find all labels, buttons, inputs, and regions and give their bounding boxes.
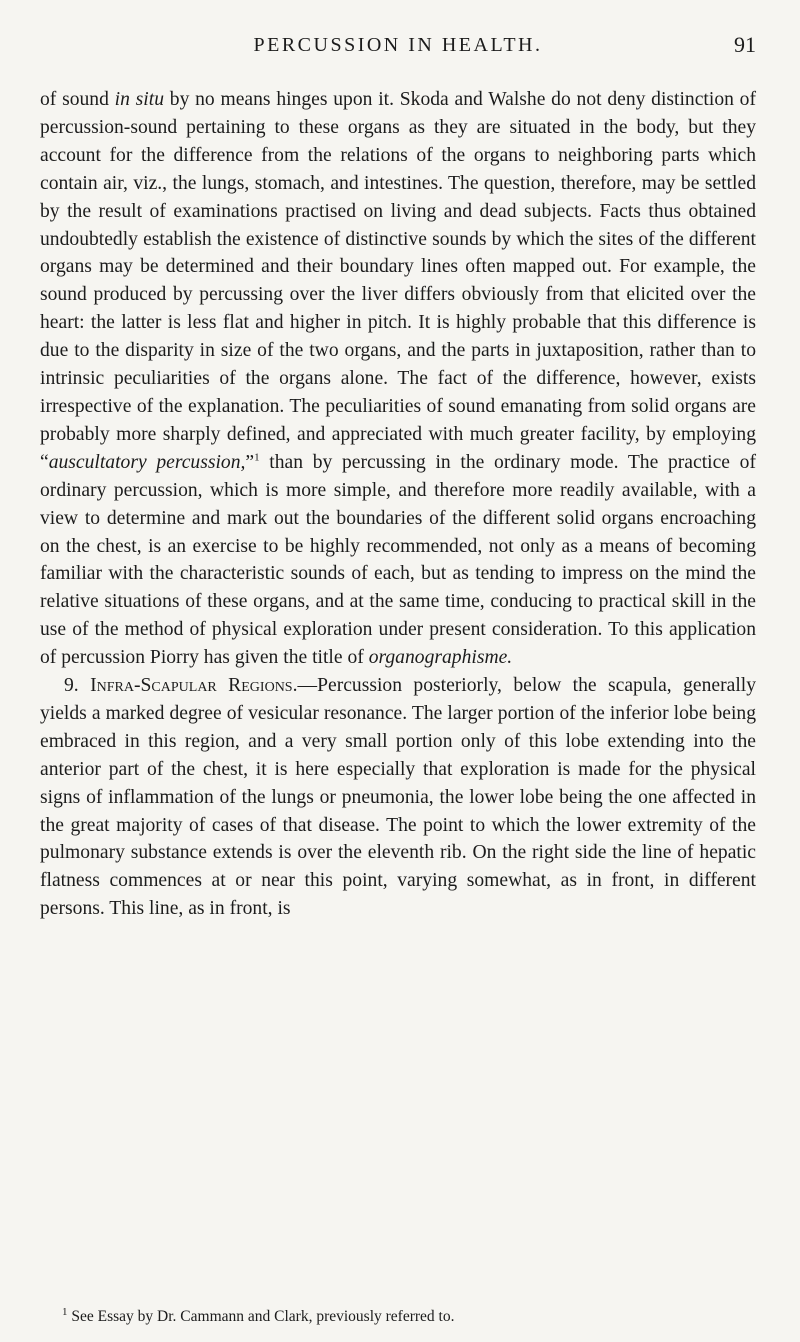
text-run: of sound xyxy=(40,89,115,110)
section-number: 9. xyxy=(64,675,91,697)
body-text xyxy=(40,86,756,923)
footnote xyxy=(62,1305,756,1326)
italic-term: organographisme. xyxy=(368,647,513,669)
footnote-reference: 1 xyxy=(254,451,260,464)
italic-term: in situ xyxy=(114,89,164,110)
text-run: by no means hinges upon it. Skoda and Walshe do not deny distinction of percussion-sound pertaining to these organs as they are situated in the body, but they account for the difference from the relations of the organs to neighboring parts which contain air, viz., the lungs, stomach, and intestines. The question, therefore, may be settled by the result of examinations practised on living and dead subjects. Facts thus obtained undoubtedly establish the existence of distinctive sounds by which the sites of the different organs may be determined and their boundary lines often mapped out. For example, the sound produced by percussing over the liver differs obviously from that elicited over the heart: the latter is less flat and higher in pitch. It is highly probable that this difference is due to the disparity in size of the two organs, and the parts in juxtaposition, rather than to intrinsic peculiarities of the organs alone. The fact of the difference, however, exists irrespective of the explanation. The peculiarities of sound emanating from solid organs are probably more sharply defined, and appreciated with much greater facility, by employing “ xyxy=(40,89,756,473)
text-run: —Percussion posteriorly, below the scapula, generally yields a marked degree of vesicular resonance. The larger portion of the inferior lobe being embraced in this region, and a very small portion only of this lobe extending into the anterior part of the chest, it is here especially that exploration is made for the physical signs of inflammation of the lungs or pneumonia, the lower lobe being the one affected in the great majority of cases of that disease. The point to which the lower extremity of the pulmonary substance extends is over the eleventh rib. On the right side the line of hepatic flatness commences at or near this point, varying somewhat, as in front, in different persons. This line, as in front, is xyxy=(40,675,757,920)
paragraph-section-9 xyxy=(40,672,756,923)
running-head xyxy=(40,32,756,66)
running-title: PERCUSSION IN HEALTH. xyxy=(253,34,543,56)
text-run: than by percussing in the ordinary mode. The practice of ordinary percussion, which is more simple, and therefore more readily available, with a view to determine and mark out the boundaries of the different solid organs encroaching on the chest, is an exercise to be highly recommended, not only as a means of becoming familiar with the characteristic sounds of each, but as tending to impress on the mind the relative situations of these organs, and at the same time, conducing to practical skill in the use of the method of physical exploration under present consideration. To this application of percussion Piorry has given the title of xyxy=(40,451,756,669)
section-heading: Infra-Scapular Regions. xyxy=(90,675,298,697)
page-number: 91 xyxy=(734,32,756,57)
footnote-text: See Essay by Dr. Cammann and Clark, previously referred to. xyxy=(67,1308,455,1325)
text-run: ” xyxy=(245,451,255,473)
paragraph-continuation xyxy=(40,86,756,672)
italic-term: auscultatory percussion, xyxy=(48,451,246,473)
footnote-mark: 1 xyxy=(62,1305,68,1318)
